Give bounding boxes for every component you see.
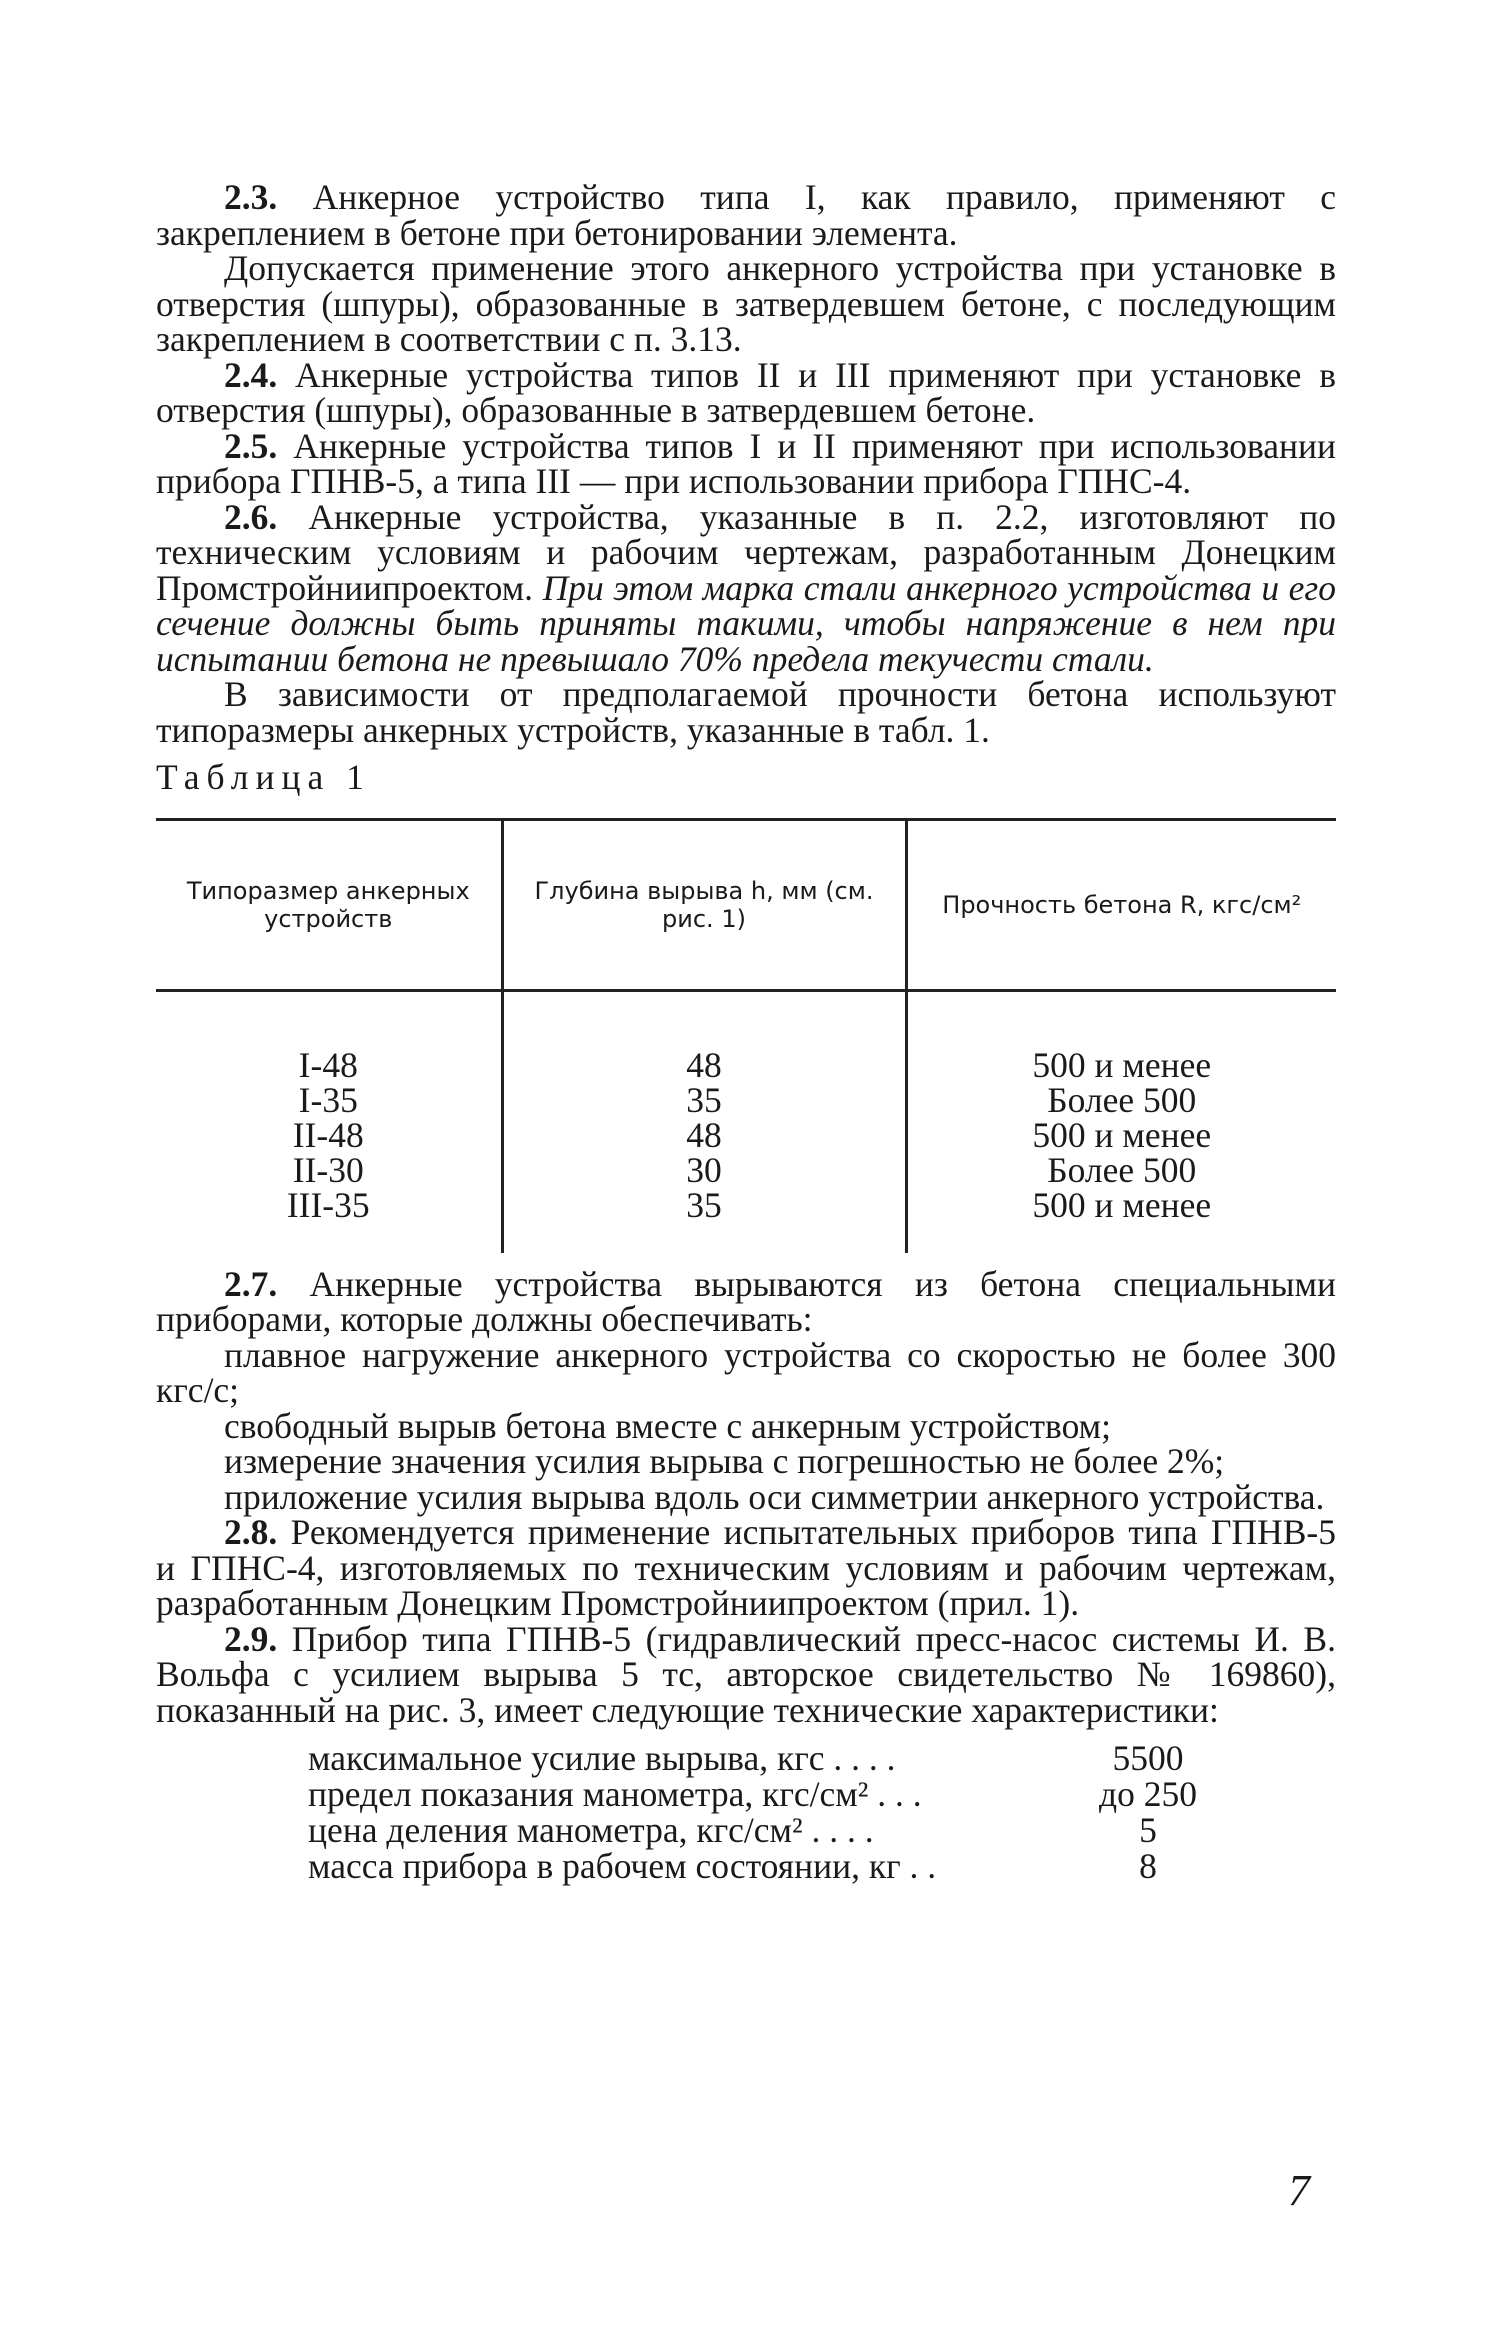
- paragraph-text: В зависимости от предполагаемой прочности бетона используют типоразмеры анкерных устройств, указанные в табл. 1.: [156, 674, 1336, 750]
- table-cell: 500 и менее: [1032, 1184, 1212, 1225]
- anchor-sizes-table: [156, 818, 1336, 1253]
- paragraph-2-8: [156, 1512, 1336, 1623]
- spec-row: [308, 1848, 1208, 1884]
- paragraph-2-9: [156, 1618, 1336, 1730]
- spec-row: [308, 1812, 1208, 1848]
- spec-value: до 250: [1099, 1774, 1197, 1814]
- clause-number: 2.6.: [224, 496, 278, 537]
- list-item: [156, 1405, 1336, 1446]
- paragraph-text: Допускается применение этого анкерного устройства при установке в отверстия (шпуры), образованные в затвердевшем бетоне, с последующим закреплением в соответствии с п. 3.13.: [156, 248, 1336, 359]
- table-cell: 35: [686, 1079, 722, 1120]
- table-cell: II-30: [292, 1149, 364, 1190]
- table-cell: I-35: [298, 1079, 358, 1120]
- size-column: [156, 990, 502, 1253]
- table-cell: Более 500: [1047, 1149, 1197, 1190]
- spec-value: 5500: [1112, 1738, 1184, 1778]
- paragraph-2-4: [156, 354, 1336, 430]
- table-cell: II-48: [292, 1114, 364, 1155]
- spec-label: масса прибора в рабочем состоянии, кг . .: [308, 1846, 937, 1886]
- page-number: 7: [1288, 2166, 1310, 2215]
- paragraph-text: Анкерные устройства, указанные в п. 2.2, изготовляют по техническим условиям и рабочим чертежам, разработанным Донецким Промстройниипроектом.: [156, 496, 1336, 608]
- paragraph-text: приложение усилия вырыва вдоль оси симметрии анкерного устройства.: [224, 1476, 1325, 1517]
- paragraph-text: Анкерные устройства типов I и II применяют при использовании прибора ГПНВ-5, а типа III — при использовании прибора ГПНС-4.: [156, 425, 1336, 501]
- paragraph-2-6: [156, 496, 1336, 679]
- paragraph-table-ref: [156, 674, 1336, 750]
- header-size: Типоразмер анкерных устройств: [156, 819, 502, 990]
- list-item: [156, 1334, 1336, 1410]
- table-cell: Более 500: [1047, 1079, 1197, 1120]
- list-item: [156, 1476, 1336, 1517]
- table-cell: 48: [686, 1114, 722, 1155]
- clause-number: 2.8.: [224, 1512, 278, 1552]
- paragraph-text: плавное нагружение анкерного устройства со скоростью не более 300 кгс/с;: [156, 1334, 1336, 1410]
- paragraph-text: Прибор типа ГПНВ-5 (гидравлический пресс-насос системы И. В. Вольфа с усилием вырыва 5 тс, авторское свидетельство № 169860), показанный на рис. 3, имеет следующие технические характеристики:: [156, 1618, 1336, 1730]
- clause-number: 2.7.: [224, 1263, 278, 1304]
- specifications-list: [308, 1740, 1208, 1884]
- paragraph-2-7: [156, 1263, 1336, 1339]
- spec-value: 8: [1139, 1846, 1157, 1886]
- paragraph-text: свободный вырыв бетона вместе с анкерным устройством;: [224, 1405, 1111, 1446]
- document-page: [156, 177, 1336, 1886]
- clause-number: 2.9.: [224, 1618, 278, 1659]
- spec-row: [308, 1740, 1208, 1776]
- paragraph-text: Рекомендуется применение испытательных приборов типа ГПНВ-5 и ГПНС-4, изготовляемых по техническим условиям и рабочим чертежам, разработанным Донецким Промстройниипроектом (прил. 1).: [156, 1512, 1336, 1623]
- paragraph-italic-text: При этом марка стали анкерного устройства и его сечение должны быть приняты такими, чтобы напряжение в нем при испытании бетона не превышало 70% предела текучести стали.: [156, 567, 1336, 679]
- list-item: [156, 1441, 1336, 1481]
- clause-number: 2.4.: [224, 354, 278, 395]
- spec-label: максимальное усилие вырыва, кгс . . . .: [308, 1738, 896, 1778]
- clause-number: 2.3.: [224, 177, 278, 217]
- spec-value: 5: [1139, 1810, 1157, 1850]
- spec-label: предел показания манометра, кгс/см² . . .: [308, 1774, 922, 1814]
- depth-column: [502, 990, 906, 1253]
- paragraph-text: измерение значения усилия вырыва с погрешностью не более 2%;: [224, 1441, 1225, 1481]
- table-header-row: [156, 819, 1336, 990]
- table-caption: Таблица 1: [156, 757, 371, 797]
- header-depth: Глубина вырыва h, мм (см. рис. 1): [502, 819, 906, 990]
- table-cell: I-48: [298, 1044, 358, 1085]
- table-cell: 500 и менее: [1032, 1044, 1212, 1085]
- paragraph-text: Анкерные устройства вырываются из бетона специальными приборами, которые должны обеспечивать:: [156, 1263, 1336, 1339]
- paragraph-2-3: [156, 177, 1336, 253]
- table-cell: 35: [686, 1184, 722, 1225]
- spec-label: цена деления манометра, кгс/см² . . . .: [308, 1810, 874, 1850]
- paragraph-2-5: [156, 425, 1336, 501]
- header-strength: Прочность бетона R, кгс/см²: [906, 819, 1336, 990]
- table-cell: III-35: [286, 1184, 370, 1225]
- spec-row: [308, 1776, 1208, 1812]
- table-cell: 48: [686, 1044, 722, 1085]
- strength-column: [906, 990, 1336, 1253]
- paragraph-2-3-note: [156, 248, 1336, 359]
- table-body: [156, 990, 1336, 1253]
- paragraph-text: Анкерные устройства типов II и III применяют при установке в отверстия (шпуры), образованные в затвердевшем бетоне.: [156, 354, 1336, 430]
- clause-number: 2.5.: [224, 425, 278, 466]
- paragraph-text: Анкерное устройство типа I, как правило, применяют с закреплением в бетоне при бетонировании элемента.: [156, 177, 1336, 253]
- table-cell: 30: [686, 1149, 722, 1190]
- table-cell: 500 и менее: [1032, 1114, 1212, 1155]
